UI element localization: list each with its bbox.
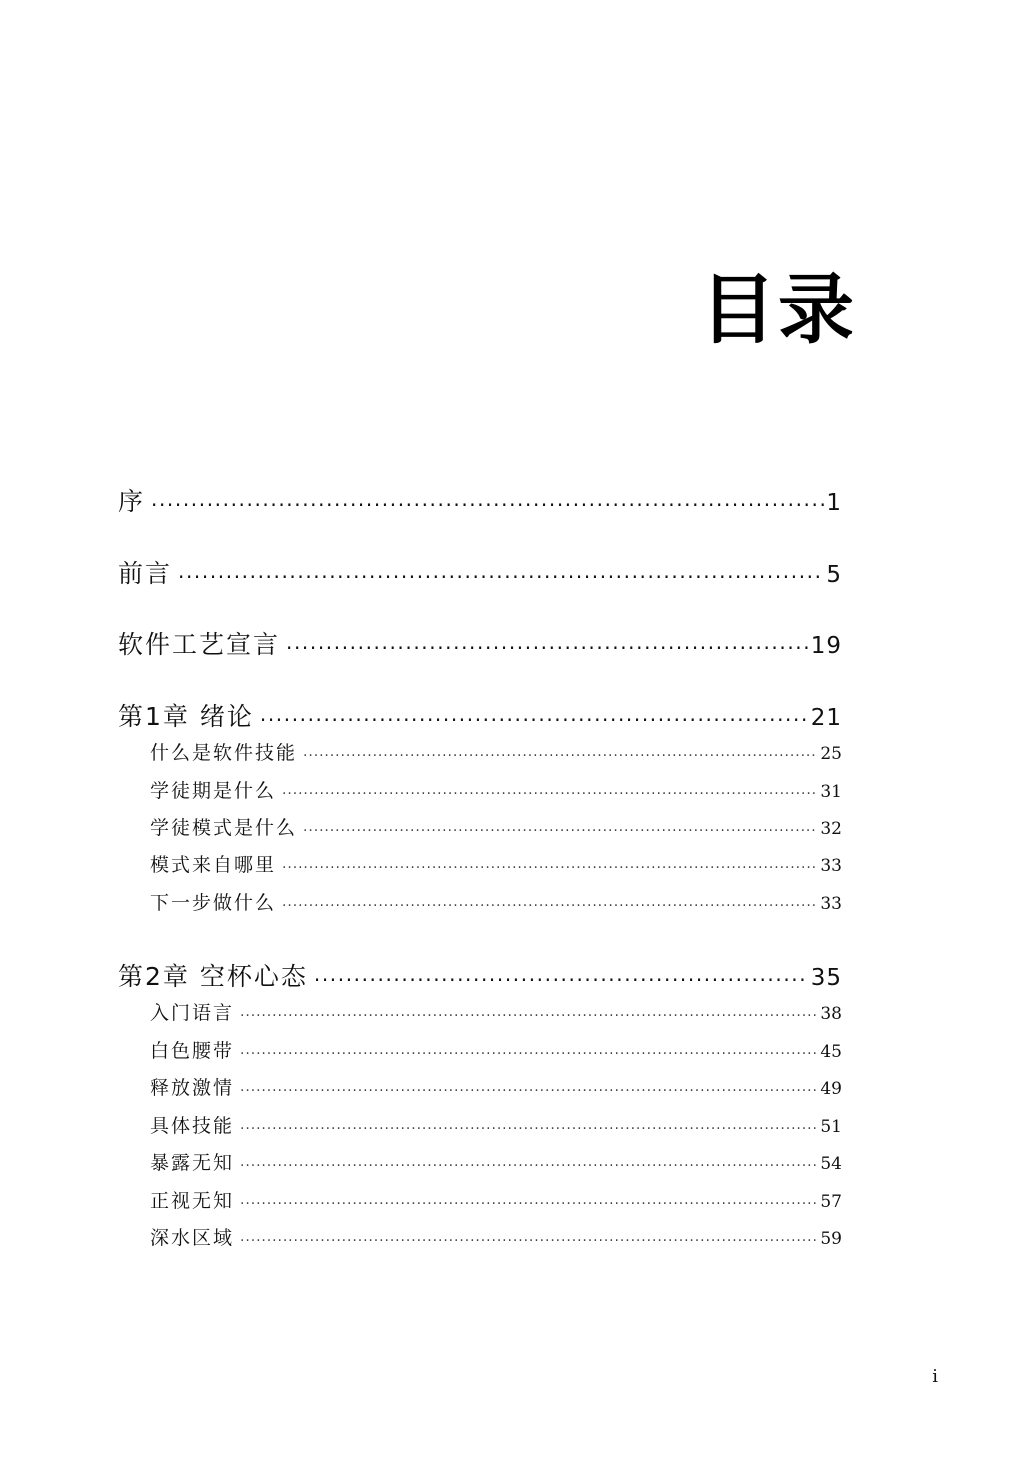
dot-leader	[282, 852, 818, 871]
dot-leader	[260, 700, 809, 725]
dot-leader	[240, 1038, 818, 1057]
toc-entry-page: 1	[826, 490, 842, 516]
toc-section-1-5[interactable]	[150, 888, 842, 915]
toc-entry-manifesto[interactable]	[118, 625, 842, 661]
toc-section-label: 学徒期是什么	[150, 780, 277, 802]
toc-section-page: 25	[820, 744, 842, 764]
toc-entry-label: 第2章 空杯心态	[118, 962, 308, 991]
dot-leader	[286, 628, 809, 653]
dot-leader	[178, 557, 824, 582]
page-title: 目录	[700, 265, 856, 354]
toc-entry-preface[interactable]	[118, 554, 842, 590]
toc-section-2-5[interactable]	[150, 1148, 842, 1175]
toc-section-label: 下一步做什么	[150, 892, 277, 914]
dot-leader	[240, 1075, 818, 1094]
toc-section-page: 38	[820, 1004, 842, 1024]
dot-leader	[240, 1188, 818, 1207]
toc-section-2-3[interactable]	[150, 1073, 842, 1100]
toc-entry-label: 序	[118, 487, 146, 516]
toc-entry-page: 19	[810, 633, 842, 659]
toc-entry-label: 前言	[118, 559, 173, 588]
toc-entry-page: 5	[826, 562, 842, 588]
toc-section-label: 正视无知	[150, 1190, 235, 1212]
dot-leader	[151, 485, 824, 510]
toc-section-1-4[interactable]	[150, 850, 842, 877]
toc-section-page: 57	[820, 1192, 842, 1212]
toc-section-1-3[interactable]	[150, 813, 842, 840]
toc-entry-chapter-1[interactable]	[118, 697, 842, 733]
toc-section-2-6[interactable]	[150, 1186, 842, 1213]
toc-entry-label: 第1章 绪论	[118, 702, 254, 731]
dot-leader	[240, 1225, 818, 1244]
toc-entry-page: 35	[810, 965, 842, 991]
toc-section-page: 31	[820, 782, 842, 802]
toc-section-page: 49	[820, 1079, 842, 1099]
dot-leader	[282, 778, 818, 797]
toc-entry-preface-foreword[interactable]	[118, 482, 842, 518]
toc-section-label: 白色腰带	[150, 1040, 235, 1062]
toc-section-label: 暴露无知	[150, 1152, 235, 1174]
toc-section-label: 入门语言	[150, 1002, 235, 1024]
dot-leader	[282, 890, 818, 909]
toc-section-page: 59	[820, 1229, 842, 1249]
toc-section-2-1[interactable]	[150, 998, 842, 1025]
toc-section-1-2[interactable]	[150, 776, 842, 803]
toc-section-1-1[interactable]	[150, 738, 842, 765]
toc-entry-label: 软件工艺宣言	[118, 630, 281, 659]
toc-section-label: 释放激情	[150, 1077, 235, 1099]
toc-section-label: 学徒模式是什么	[150, 817, 298, 839]
toc-entry-page: 21	[810, 705, 842, 731]
toc-entry-chapter-2[interactable]	[118, 957, 842, 993]
toc-section-page: 45	[820, 1042, 842, 1062]
dot-leader	[303, 740, 818, 759]
toc-section-2-2[interactable]	[150, 1036, 842, 1063]
toc-section-page: 33	[820, 894, 842, 914]
toc-section-page: 54	[820, 1154, 842, 1174]
toc-section-label: 具体技能	[150, 1115, 235, 1137]
toc-section-label: 模式来自哪里	[150, 854, 277, 876]
dot-leader	[303, 815, 818, 834]
toc-section-label: 深水区域	[150, 1227, 235, 1249]
toc-section-2-4[interactable]	[150, 1111, 842, 1138]
toc-section-label: 什么是软件技能	[150, 742, 298, 764]
dot-leader	[240, 1113, 818, 1132]
page-number: i	[932, 1366, 938, 1387]
dot-leader	[240, 1000, 818, 1019]
toc-section-page: 33	[820, 856, 842, 876]
toc-section-2-7[interactable]	[150, 1223, 842, 1250]
toc-section-page: 51	[820, 1117, 842, 1137]
dot-leader	[240, 1150, 818, 1169]
dot-leader	[314, 960, 809, 985]
toc-section-page: 32	[820, 819, 842, 839]
